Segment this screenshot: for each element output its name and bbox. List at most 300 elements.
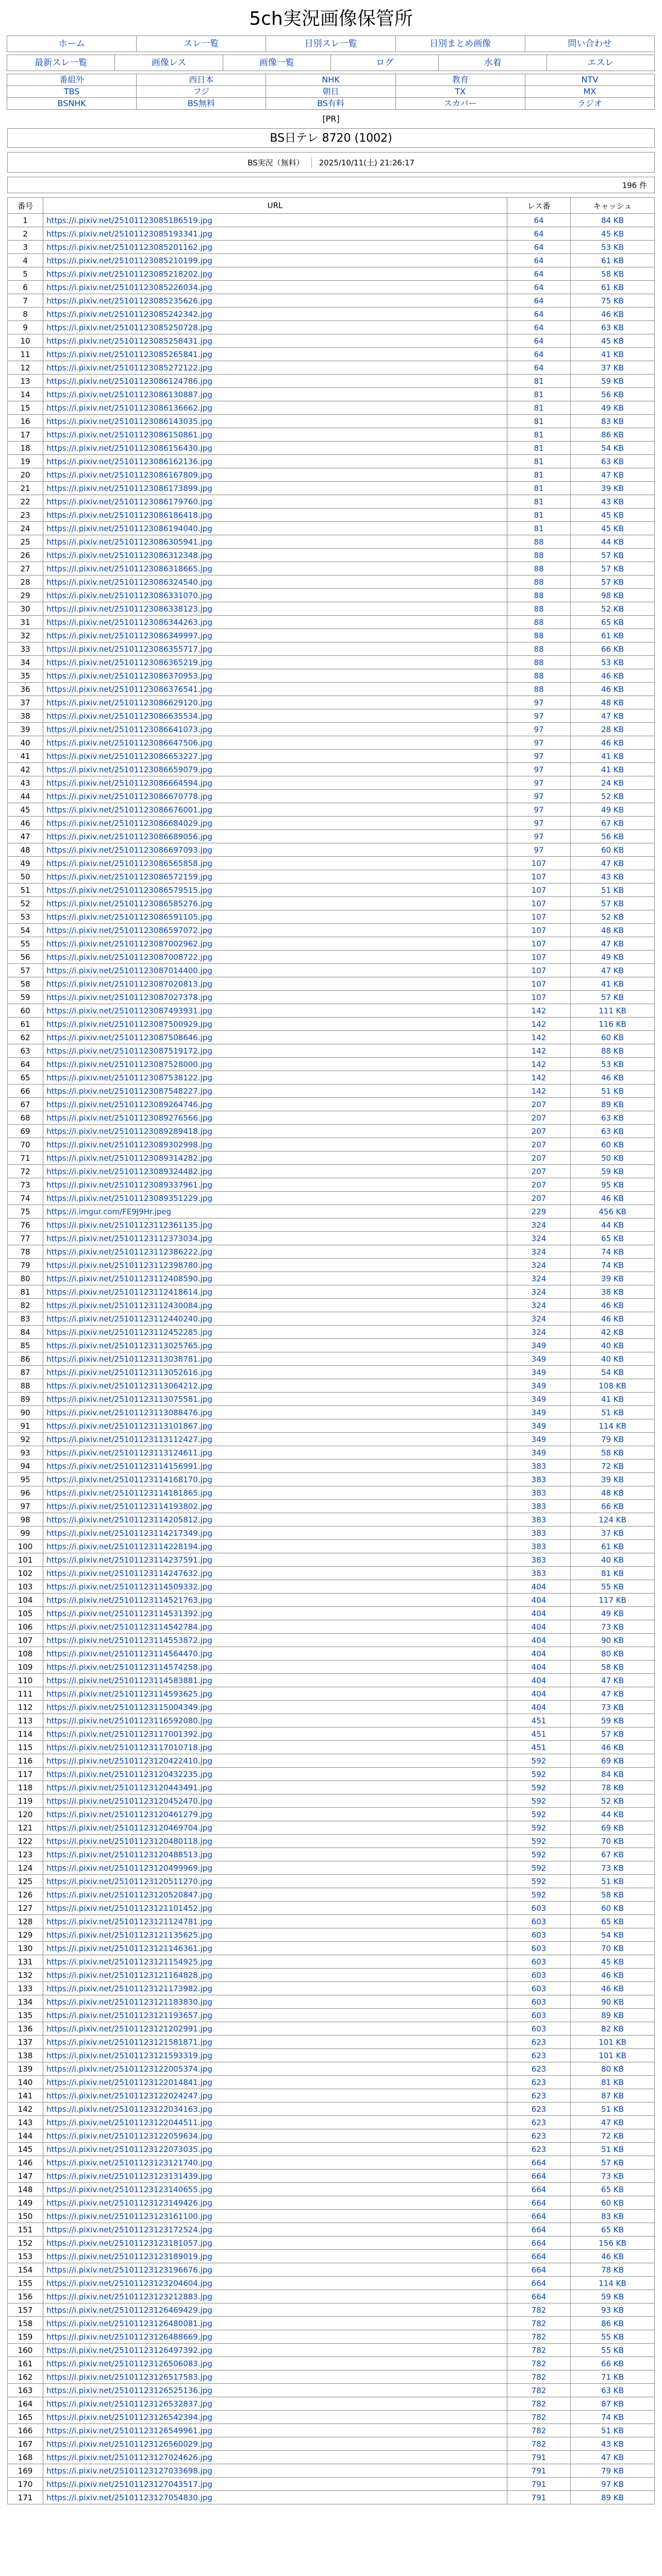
res-number-link[interactable]: 603 (507, 1928, 571, 1942)
cache-size-link[interactable]: 456 KB (571, 1205, 655, 1218)
cache-size-link[interactable]: 43 KB (571, 495, 655, 509)
image-url-link[interactable]: https://i.pixiv.net/25101123087020813.jpg (46, 979, 212, 989)
image-url-link[interactable]: https://i.pixiv.net/25101123089351229.jpg (46, 1193, 212, 1203)
image-url-link[interactable]: https://i.pixiv.net/25101123086305941.jpg (46, 537, 212, 547)
image-url-link[interactable]: https://i.pixiv.net/25101123086370953.jpg (46, 671, 212, 681)
res-number-link[interactable]: 349 (507, 1433, 571, 1446)
image-url-link[interactable]: https://i.pixiv.net/25101123120511270.jpg (46, 1876, 212, 1886)
res-number-link[interactable]: 107 (507, 977, 571, 991)
cache-size-link[interactable]: 69 KB (571, 1821, 655, 1835)
image-url-link[interactable]: https://i.pixiv.net/25101123112452285.jpg (46, 1327, 212, 1337)
cache-size-link[interactable]: 49 KB (571, 401, 655, 415)
cache-size-link[interactable]: 61 KB (571, 629, 655, 642)
cache-size-link[interactable]: 74 KB (571, 1259, 655, 1272)
res-number-link[interactable]: 782 (507, 2370, 571, 2384)
image-url-link[interactable]: https://i.pixiv.net/25101123122073035.jpg (46, 2144, 212, 2154)
cache-size-link[interactable]: 51 KB (571, 2424, 655, 2437)
image-url-link[interactable]: https://i.pixiv.net/25101123113038781.jpg (46, 1354, 212, 1364)
image-url-link[interactable]: https://i.pixiv.net/25101123127024626.jpg (46, 2452, 212, 2462)
cache-size-link[interactable]: 51 KB (571, 2103, 655, 2116)
res-number-link[interactable]: 324 (507, 1272, 571, 1285)
image-url-link[interactable]: https://i.pixiv.net/25101123089324482.jpg (46, 1166, 212, 1176)
cache-size-link[interactable]: 46 KB (571, 308, 655, 321)
image-url-link[interactable]: https://i.pixiv.net/25101123114156991.jpg (46, 1461, 212, 1471)
res-number-link[interactable]: 404 (507, 1634, 571, 1647)
res-number-link[interactable]: 64 (507, 241, 571, 254)
res-number-link[interactable]: 664 (507, 2236, 571, 2250)
res-number-link[interactable]: 81 (507, 522, 571, 535)
res-number-link[interactable]: 88 (507, 656, 571, 669)
cache-size-link[interactable]: 65 KB (571, 1915, 655, 1928)
image-url-link[interactable]: https://i.pixiv.net/25101123085250728.jpg (46, 323, 212, 332)
image-url-link[interactable]: https://i.pixiv.net/25101123114205812.jpg (46, 1515, 212, 1524)
res-number-link[interactable]: 383 (507, 1540, 571, 1553)
image-url-link[interactable]: https://i.pixiv.net/25101123085218202.jpg (46, 269, 212, 279)
res-number-link[interactable]: 623 (507, 2116, 571, 2129)
cache-size-link[interactable]: 82 KB (571, 2022, 655, 2036)
cache-size-link[interactable]: 54 KB (571, 1928, 655, 1942)
image-url-link[interactable]: https://i.pixiv.net/25101123114593625.jpg (46, 1689, 212, 1699)
res-number-link[interactable]: 782 (507, 2357, 571, 2370)
image-url-link[interactable]: https://i.pixiv.net/25101123085235626.jpg (46, 296, 212, 306)
image-url-link[interactable]: https://i.pixiv.net/25101123123131439.jpg (46, 2171, 212, 2181)
cache-size-link[interactable]: 69 KB (571, 1754, 655, 1768)
res-number-link[interactable]: 592 (507, 1821, 571, 1835)
image-url-link[interactable]: https://i.pixiv.net/25101123113112427.jpg (46, 1434, 212, 1444)
res-number-link[interactable]: 623 (507, 2143, 571, 2156)
res-number-link[interactable]: 404 (507, 1647, 571, 1660)
res-number-link[interactable]: 592 (507, 1808, 571, 1821)
res-number-link[interactable]: 107 (507, 910, 571, 924)
image-url-link[interactable]: https://i.pixiv.net/25101123086597072.jpg (46, 925, 212, 935)
res-number-link[interactable]: 97 (507, 736, 571, 750)
image-url-link[interactable]: https://i.pixiv.net/25101123112440240.jpg (46, 1314, 212, 1324)
res-number-link[interactable]: 81 (507, 468, 571, 482)
cache-size-link[interactable]: 101 KB (571, 2036, 655, 2049)
cache-size-link[interactable]: 87 KB (571, 2397, 655, 2411)
image-url-link[interactable]: https://i.pixiv.net/25101123123196676.jpg (46, 2265, 212, 2275)
image-url-link[interactable]: https://i.pixiv.net/25101123086130887.jpg (46, 389, 212, 399)
cache-size-link[interactable]: 55 KB (571, 1580, 655, 1594)
res-number-link[interactable]: 142 (507, 1044, 571, 1058)
cache-size-link[interactable]: 89 KB (571, 2491, 655, 2504)
image-url-link[interactable]: https://i.pixiv.net/25101123085272122.jpg (46, 363, 212, 372)
image-url-link[interactable]: https://i.pixiv.net/25101123121581871.jpg (46, 2037, 212, 2047)
cache-size-link[interactable]: 59 KB (571, 1714, 655, 1727)
image-url-link[interactable]: https://i.pixiv.net/25101123087493931.jpg (46, 1006, 212, 1015)
image-url-link[interactable]: https://i.pixiv.net/25101123120469704.jpg (46, 1823, 212, 1833)
res-number-link[interactable]: 603 (507, 1955, 571, 1969)
cache-size-link[interactable]: 52 KB (571, 790, 655, 803)
cache-size-link[interactable]: 47 KB (571, 2116, 655, 2129)
channel-nav-link-3[interactable]: 教育 (395, 74, 525, 86)
image-url-link[interactable]: https://i.pixiv.net/25101123120432235.jpg (46, 1769, 212, 1779)
res-number-link[interactable]: 623 (507, 2062, 571, 2076)
res-number-link[interactable]: 592 (507, 1754, 571, 1768)
res-number-link[interactable]: 142 (507, 1018, 571, 1031)
cache-size-link[interactable]: 58 KB (571, 267, 655, 281)
cache-size-link[interactable]: 46 KB (571, 669, 655, 683)
image-url-link[interactable]: https://i.pixiv.net/25101123122024247.jpg (46, 2091, 212, 2100)
res-number-link[interactable]: 592 (507, 1781, 571, 1794)
res-number-link[interactable]: 88 (507, 589, 571, 602)
image-url-link[interactable]: https://i.pixiv.net/25101123123189019.jpg (46, 2251, 212, 2261)
cache-size-link[interactable]: 45 KB (571, 227, 655, 241)
cache-size-link[interactable]: 55 KB (571, 2330, 655, 2344)
image-url-link[interactable]: https://i.pixiv.net/25101123086565858.jpg (46, 858, 212, 868)
res-number-link[interactable]: 97 (507, 750, 571, 763)
res-number-link[interactable]: 782 (507, 2303, 571, 2317)
res-number-link[interactable]: 107 (507, 897, 571, 910)
cache-size-link[interactable]: 66 KB (571, 642, 655, 656)
res-number-link[interactable]: 207 (507, 1138, 571, 1151)
image-url-link[interactable]: https://i.pixiv.net/25101123085201162.jpg (46, 242, 212, 252)
cache-size-link[interactable]: 61 KB (571, 254, 655, 267)
cache-size-link[interactable]: 24 KB (571, 776, 655, 790)
cache-size-link[interactable]: 81 KB (571, 2076, 655, 2089)
res-number-link[interactable]: 451 (507, 1727, 571, 1741)
res-number-link[interactable]: 623 (507, 2076, 571, 2089)
res-number-link[interactable]: 324 (507, 1285, 571, 1299)
res-number-link[interactable]: 81 (507, 401, 571, 415)
image-url-link[interactable]: https://i.pixiv.net/25101123089302998.jpg (46, 1140, 212, 1149)
image-url-link[interactable]: https://i.pixiv.net/25101123114168170.jpg (46, 1475, 212, 1484)
res-number-link[interactable]: 64 (507, 214, 571, 227)
cache-size-link[interactable]: 47 KB (571, 2451, 655, 2464)
res-number-link[interactable]: 383 (507, 1460, 571, 1473)
cache-size-link[interactable]: 63 KB (571, 321, 655, 334)
res-number-link[interactable]: 81 (507, 495, 571, 509)
cache-size-link[interactable]: 156 KB (571, 2236, 655, 2250)
res-number-link[interactable]: 64 (507, 254, 571, 267)
res-number-link[interactable]: 64 (507, 294, 571, 308)
res-number-link[interactable]: 383 (507, 1473, 571, 1486)
cache-size-link[interactable]: 57 KB (571, 1727, 655, 1741)
cache-size-link[interactable]: 47 KB (571, 1687, 655, 1701)
res-number-link[interactable]: 107 (507, 951, 571, 964)
cache-size-link[interactable]: 48 KB (571, 924, 655, 937)
res-number-link[interactable]: 324 (507, 1218, 571, 1232)
image-url-link[interactable]: https://i.pixiv.net/25101123126480081.jpg (46, 2318, 212, 2328)
cache-size-link[interactable]: 117 KB (571, 1594, 655, 1607)
res-number-link[interactable]: 97 (507, 830, 571, 843)
image-url-link[interactable]: https://i.pixiv.net/25101123087538122.jpg (46, 1073, 212, 1082)
image-url-link[interactable]: https://i.pixiv.net/25101123121146361.jpg (46, 1943, 212, 1953)
cache-size-link[interactable]: 78 KB (571, 1781, 655, 1794)
res-number-link[interactable]: 107 (507, 991, 571, 1004)
res-number-link[interactable]: 791 (507, 2451, 571, 2464)
image-url-link[interactable]: https://i.pixiv.net/25101123126517583.jpg (46, 2372, 212, 2382)
cache-size-link[interactable]: 57 KB (571, 562, 655, 575)
image-url-link[interactable]: https://i.pixiv.net/25101123113124611.jpg (46, 1448, 212, 1458)
res-number-link[interactable]: 383 (507, 1553, 571, 1567)
res-number-link[interactable]: 324 (507, 1299, 571, 1312)
res-number-link[interactable]: 664 (507, 2210, 571, 2223)
res-number-link[interactable]: 97 (507, 723, 571, 736)
res-number-link[interactable]: 349 (507, 1366, 571, 1379)
cache-size-link[interactable]: 83 KB (571, 415, 655, 428)
channel-nav-link-12[interactable]: BS有料 (266, 97, 395, 110)
image-url-link[interactable]: https://i.pixiv.net/25101123123212883.jpg (46, 2292, 212, 2301)
image-url-link[interactable]: https://i.pixiv.net/25101123117010718.jpg (46, 1742, 212, 1752)
cache-size-link[interactable]: 50 KB (571, 1151, 655, 1165)
res-number-link[interactable]: 142 (507, 1084, 571, 1098)
image-url-link[interactable]: https://i.pixiv.net/25101123115004349.jpg (46, 1702, 212, 1712)
cache-size-link[interactable]: 38 KB (571, 1285, 655, 1299)
cache-size-link[interactable]: 61 KB (571, 1540, 655, 1553)
res-number-link[interactable]: 81 (507, 375, 571, 388)
cache-size-link[interactable]: 39 KB (571, 1272, 655, 1285)
image-url-link[interactable]: https://i.pixiv.net/25101123086653227.jpg (46, 751, 212, 761)
image-url-link[interactable]: https://i.pixiv.net/25101123126532837.jpg (46, 2399, 212, 2409)
image-url-link[interactable]: https://i.pixiv.net/25101123122034163.jpg (46, 2104, 212, 2114)
image-url-link[interactable]: https://i.pixiv.net/25101123121593319.jpg (46, 2050, 212, 2060)
image-url-link[interactable]: https://i.pixiv.net/25101123086585276.jpg (46, 899, 212, 908)
cache-size-link[interactable]: 49 KB (571, 951, 655, 964)
res-number-link[interactable]: 592 (507, 1835, 571, 1848)
primary-nav-link-1[interactable]: スレ一覧 (136, 36, 266, 52)
image-url-link[interactable]: https://i.pixiv.net/25101123126525136.jpg (46, 2385, 212, 2395)
cache-size-link[interactable]: 44 KB (571, 1808, 655, 1821)
image-url-link[interactable]: https://i.pixiv.net/25101123086635534.jpg (46, 711, 212, 721)
image-url-link[interactable]: https://i.pixiv.net/25101123086629120.jpg (46, 698, 212, 707)
cache-size-link[interactable]: 45 KB (571, 509, 655, 522)
image-url-link[interactable]: https://i.pixiv.net/25101123086591105.jpg (46, 912, 212, 922)
cache-size-link[interactable]: 58 KB (571, 1446, 655, 1460)
cache-size-link[interactable]: 56 KB (571, 388, 655, 401)
cache-size-link[interactable]: 58 KB (571, 1660, 655, 1674)
cache-size-link[interactable]: 98 KB (571, 589, 655, 602)
cache-size-link[interactable]: 46 KB (571, 1312, 655, 1326)
image-url-link[interactable]: https://i.pixiv.net/25101123089264746.jpg (46, 1099, 212, 1109)
primary-nav-link-0[interactable]: ホーム (7, 36, 137, 52)
image-url-link[interactable]: https://i.pixiv.net/25101123086659079.jpg (46, 765, 212, 774)
image-url-link[interactable]: https://i.pixiv.net/25101123121193657.jpg (46, 2010, 212, 2020)
cache-size-link[interactable]: 89 KB (571, 2009, 655, 2022)
image-url-link[interactable]: https://i.pixiv.net/25101123120488513.jpg (46, 1850, 212, 1859)
cache-size-link[interactable]: 39 KB (571, 1473, 655, 1486)
cache-size-link[interactable]: 101 KB (571, 2049, 655, 2062)
cache-size-link[interactable]: 97 KB (571, 2478, 655, 2491)
image-url-link[interactable]: https://i.pixiv.net/25101123121183830.jpg (46, 1997, 212, 2007)
res-number-link[interactable]: 603 (507, 2009, 571, 2022)
res-number-link[interactable]: 64 (507, 334, 571, 348)
res-number-link[interactable]: 81 (507, 442, 571, 455)
res-number-link[interactable]: 603 (507, 2022, 571, 2036)
cache-size-link[interactable]: 71 KB (571, 2370, 655, 2384)
res-number-link[interactable]: 81 (507, 428, 571, 442)
res-number-link[interactable]: 97 (507, 696, 571, 709)
res-number-link[interactable]: 623 (507, 2036, 571, 2049)
res-number-link[interactable]: 623 (507, 2089, 571, 2103)
cache-size-link[interactable]: 66 KB (571, 2357, 655, 2370)
cache-size-link[interactable]: 46 KB (571, 1071, 655, 1084)
res-number-link[interactable]: 404 (507, 1580, 571, 1594)
secondary-nav-link-2[interactable]: 画像一覧 (223, 55, 331, 71)
cache-size-link[interactable]: 54 KB (571, 442, 655, 455)
cache-size-link[interactable]: 114 KB (571, 1419, 655, 1433)
cache-size-link[interactable]: 66 KB (571, 1500, 655, 1513)
cache-size-link[interactable]: 52 KB (571, 1794, 655, 1808)
image-url-link[interactable]: https://i.pixiv.net/25101123123121740.jpg (46, 2158, 212, 2167)
secondary-nav-link-0[interactable]: 最新スレ一覧 (7, 55, 115, 71)
res-number-link[interactable]: 81 (507, 415, 571, 428)
image-url-link[interactable]: https://i.pixiv.net/25101123085226034.jpg (46, 282, 212, 292)
image-url-link[interactable]: https://i.pixiv.net/25101123086331070.jpg (46, 590, 212, 600)
cache-size-link[interactable]: 65 KB (571, 616, 655, 629)
cache-size-link[interactable]: 44 KB (571, 535, 655, 549)
cache-size-link[interactable]: 47 KB (571, 468, 655, 482)
image-url-link[interactable]: https://i.pixiv.net/25101123087002962.jpg (46, 939, 212, 948)
image-url-link[interactable]: https://i.pixiv.net/25101123114181865.jpg (46, 1488, 212, 1498)
res-number-link[interactable]: 404 (507, 1620, 571, 1634)
cache-size-link[interactable]: 47 KB (571, 964, 655, 977)
cache-size-link[interactable]: 72 KB (571, 1460, 655, 1473)
res-number-link[interactable]: 97 (507, 709, 571, 723)
channel-nav-link-5[interactable]: TBS (7, 86, 137, 98)
image-url-link[interactable]: https://i.pixiv.net/25101123086312348.jpg (46, 550, 212, 560)
res-number-link[interactable]: 349 (507, 1379, 571, 1393)
image-url-link[interactable]: https://i.pixiv.net/25101123086689056.jpg (46, 832, 212, 841)
res-number-link[interactable]: 207 (507, 1192, 571, 1205)
res-number-link[interactable]: 782 (507, 2384, 571, 2397)
image-url-link[interactable]: https://i.pixiv.net/25101123120452470.jpg (46, 1796, 212, 1806)
res-number-link[interactable]: 383 (507, 1500, 571, 1513)
cache-size-link[interactable]: 89 KB (571, 1098, 655, 1111)
cache-size-link[interactable]: 70 KB (571, 1835, 655, 1848)
cache-size-link[interactable]: 48 KB (571, 1486, 655, 1500)
cache-size-link[interactable]: 88 KB (571, 1044, 655, 1058)
cache-size-link[interactable]: 57 KB (571, 2156, 655, 2170)
cache-size-link[interactable]: 86 KB (571, 428, 655, 442)
res-number-link[interactable]: 324 (507, 1245, 571, 1259)
image-url-link[interactable]: https://i.pixiv.net/25101123086338123.jpg (46, 604, 212, 614)
res-number-link[interactable]: 592 (507, 1888, 571, 1902)
cache-size-link[interactable]: 53 KB (571, 656, 655, 669)
res-number-link[interactable]: 664 (507, 2183, 571, 2196)
res-number-link[interactable]: 664 (507, 2156, 571, 2170)
image-url-link[interactable]: https://i.pixiv.net/25101123122059634.jpg (46, 2131, 212, 2141)
image-url-link[interactable]: https://i.pixiv.net/25101123087519172.jpg (46, 1046, 212, 1056)
primary-nav-link-4[interactable]: 問い合わせ (525, 36, 655, 52)
res-number-link[interactable]: 142 (507, 1058, 571, 1071)
res-number-link[interactable]: 81 (507, 482, 571, 495)
image-url-link[interactable]: https://i.pixiv.net/25101123086173899.jpg (46, 483, 212, 493)
image-url-link[interactable]: https://i.pixiv.net/25101123086167809.jpg (46, 470, 212, 480)
image-url-link[interactable]: https://i.pixiv.net/25101123126560029.jpg (46, 2439, 212, 2449)
image-url-link[interactable]: https://i.pixiv.net/25101123114247632.jpg (46, 1568, 212, 1578)
res-number-link[interactable]: 88 (507, 562, 571, 575)
image-url-link[interactable]: https://i.pixiv.net/25101123122044511.jpg (46, 2117, 212, 2127)
image-url-link[interactable]: https://i.pixiv.net/25101123113052616.jpg (46, 1367, 212, 1377)
image-url-link[interactable]: https://i.pixiv.net/25101123085210199.jpg (46, 256, 212, 265)
res-number-link[interactable]: 383 (507, 1486, 571, 1500)
cache-size-link[interactable]: 41 KB (571, 348, 655, 361)
image-url-link[interactable]: https://i.pixiv.net/25101123114509332.jpg (46, 1582, 212, 1591)
cache-size-link[interactable]: 70 KB (571, 1942, 655, 1955)
res-number-link[interactable]: 107 (507, 857, 571, 870)
cache-size-link[interactable]: 60 KB (571, 1902, 655, 1915)
cache-size-link[interactable]: 72 KB (571, 2129, 655, 2143)
res-number-link[interactable]: 349 (507, 1339, 571, 1352)
res-number-link[interactable]: 207 (507, 1165, 571, 1178)
res-number-link[interactable]: 97 (507, 803, 571, 817)
image-url-link[interactable]: https://i.pixiv.net/25101123120499969.jpg (46, 1863, 212, 1873)
res-number-link[interactable]: 64 (507, 361, 571, 375)
channel-nav-link-7[interactable]: 朝日 (266, 86, 395, 98)
cache-size-link[interactable]: 57 KB (571, 549, 655, 562)
cache-size-link[interactable]: 41 KB (571, 750, 655, 763)
res-number-link[interactable]: 603 (507, 1915, 571, 1928)
image-url-link[interactable]: https://i.pixiv.net/25101123086150861.jpg (46, 430, 212, 439)
cache-size-link[interactable]: 42 KB (571, 1326, 655, 1339)
cache-size-link[interactable]: 46 KB (571, 1741, 655, 1754)
res-number-link[interactable]: 603 (507, 1902, 571, 1915)
res-number-link[interactable]: 782 (507, 2330, 571, 2344)
res-number-link[interactable]: 592 (507, 1794, 571, 1808)
cache-size-link[interactable]: 83 KB (571, 2210, 655, 2223)
res-number-link[interactable]: 97 (507, 817, 571, 830)
cache-size-link[interactable]: 124 KB (571, 1513, 655, 1527)
image-url-link[interactable]: https://i.pixiv.net/25101123113101867.jpg (46, 1421, 212, 1431)
cache-size-link[interactable]: 81 KB (571, 1567, 655, 1580)
cache-size-link[interactable]: 43 KB (571, 2437, 655, 2451)
res-number-link[interactable]: 142 (507, 1071, 571, 1084)
cache-size-link[interactable]: 47 KB (571, 937, 655, 951)
image-url-link[interactable]: https://i.pixiv.net/25101123122005374.jpg (46, 2064, 212, 2074)
cache-size-link[interactable]: 40 KB (571, 1339, 655, 1352)
channel-nav-link-13[interactable]: スカパー (395, 97, 525, 110)
cache-size-link[interactable]: 63 KB (571, 1125, 655, 1138)
image-url-link[interactable]: https://i.pixiv.net/25101123086355717.jpg (46, 644, 212, 654)
res-number-link[interactable]: 64 (507, 348, 571, 361)
image-url-link[interactable]: https://i.pixiv.net/25101123113075581.jpg (46, 1394, 212, 1404)
cache-size-link[interactable]: 57 KB (571, 575, 655, 589)
image-url-link[interactable]: https://i.pixiv.net/25101123089337961.jpg (46, 1180, 212, 1190)
res-number-link[interactable]: 664 (507, 2196, 571, 2210)
cache-size-link[interactable]: 53 KB (571, 241, 655, 254)
cache-size-link[interactable]: 59 KB (571, 2290, 655, 2303)
res-number-link[interactable]: 782 (507, 2397, 571, 2411)
image-url-link[interactable]: https://i.pixiv.net/25101123120480118.jpg (46, 1836, 212, 1846)
cache-size-link[interactable]: 60 KB (571, 843, 655, 857)
image-url-link[interactable]: https://i.pixiv.net/25101123085186519.jpg (46, 215, 212, 225)
res-number-link[interactable]: 592 (507, 1861, 571, 1875)
image-url-link[interactable]: https://i.pixiv.net/25101123086124786.jpg (46, 376, 212, 386)
cache-size-link[interactable]: 73 KB (571, 1620, 655, 1634)
res-number-link[interactable]: 97 (507, 843, 571, 857)
image-url-link[interactable]: https://i.pixiv.net/25101123086365219.jpg (46, 657, 212, 667)
image-url-link[interactable]: https://i.pixiv.net/25101123086670778.jpg (46, 791, 212, 801)
res-number-link[interactable]: 207 (507, 1111, 571, 1125)
cache-size-link[interactable]: 51 KB (571, 1084, 655, 1098)
cache-size-link[interactable]: 65 KB (571, 1232, 655, 1245)
image-url-link[interactable]: https://i.pixiv.net/25101123086344263.jpg (46, 617, 212, 627)
image-url-link[interactable]: https://i.pixiv.net/25101123127043517.jpg (46, 2479, 212, 2489)
image-url-link[interactable]: https://i.pixiv.net/25101123114521763.jpg (46, 1595, 212, 1605)
cache-size-link[interactable]: 84 KB (571, 1768, 655, 1781)
res-number-link[interactable]: 97 (507, 776, 571, 790)
res-number-link[interactable]: 592 (507, 1768, 571, 1781)
image-url-link[interactable]: https://i.pixiv.net/25101123112386222.jpg (46, 1247, 212, 1257)
res-number-link[interactable]: 207 (507, 1098, 571, 1111)
image-url-link[interactable]: https://i.pixiv.net/25101123123172524.jpg (46, 2225, 212, 2234)
cache-size-link[interactable]: 46 KB (571, 683, 655, 696)
res-number-link[interactable]: 592 (507, 1875, 571, 1888)
res-number-link[interactable]: 107 (507, 884, 571, 897)
image-url-link[interactable]: https://i.pixiv.net/25101123123204604.jpg (46, 2278, 212, 2288)
image-url-link[interactable]: https://i.pixiv.net/25101123086676001.jpg (46, 805, 212, 815)
